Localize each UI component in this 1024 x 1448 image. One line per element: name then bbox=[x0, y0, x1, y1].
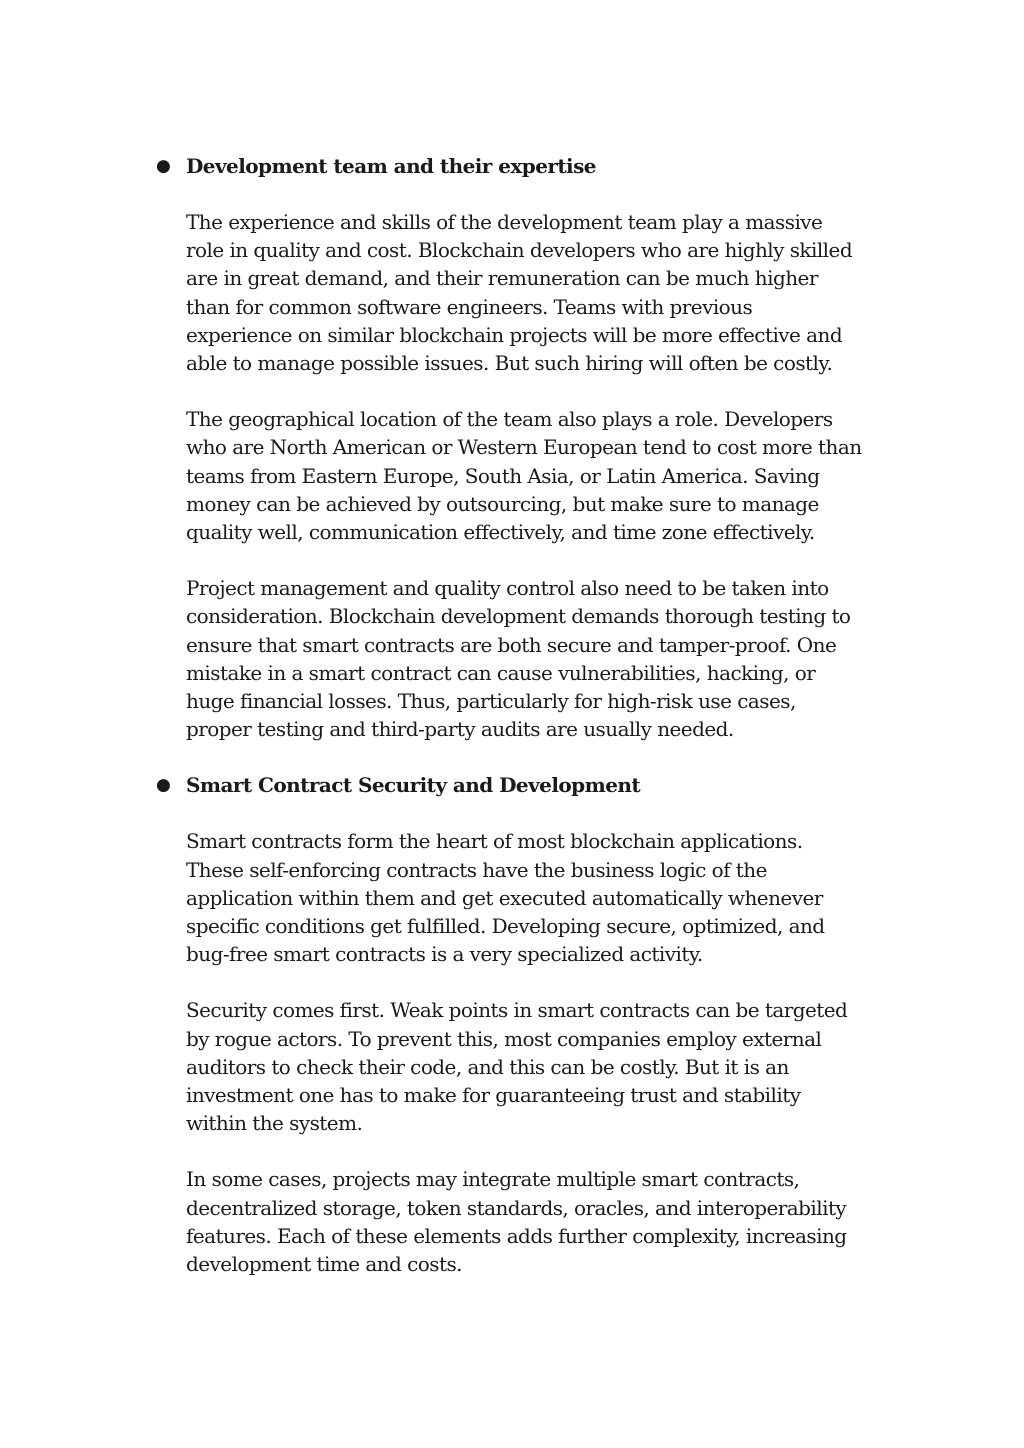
section-heading: Smart Contract Security and Development bbox=[186, 773, 641, 798]
paragraph: The experience and skills of the development team play a massive role in quality and cost. Blockchain developers who are highly skilled are in great demand, and their remuneration can be much higher than for common software engineers. Teams with previous experience on similar blockchain projects will be more effective and able to manage possible issues. But such hiring will often be costly. bbox=[186, 210, 853, 376]
section-smart-contract-security bbox=[156, 771, 916, 1278]
bullet-item bbox=[156, 771, 916, 799]
bullet-icon: ● bbox=[156, 775, 171, 796]
document-body bbox=[156, 152, 916, 1306]
paragraph: Security comes first. Weak points in smart contracts can be targeted by rogue actors. To prevent this, most companies employ external auditors to check their code, and this can be costly. But it is an investment one has to make for guaranteeing trust and stability within the system. bbox=[186, 998, 848, 1136]
bullet-item bbox=[156, 152, 916, 180]
paragraph: The geographical location of the team also plays a role. Developers who are North American or Western European tend to cost more than teams from Eastern Europe, South Asia, or Latin America. Saving money can be achieved by outsourcing, but make sure to manage quality well, communication effectively, and time zone effectively. bbox=[186, 407, 862, 545]
bullet-icon: ● bbox=[156, 156, 171, 176]
section-development-team bbox=[156, 152, 916, 743]
paragraph: Project management and quality control also need to be taken into consideration. Blockchain development demands thorough testing to ensure that smart contracts are both secure and tamper-proof. One mistake in a smart contract can cause vulnerabilities, hacking, or huge financial losses. Thus, particularly for high-risk use cases, proper testing and third-party audits are usually needed. bbox=[186, 576, 851, 742]
paragraph: In some cases, projects may integrate multiple smart contracts, decentralized storage, token standards, oracles, and interoperability features. Each of these elements adds further complexity, increasing development time and costs. bbox=[186, 1167, 847, 1277]
paragraph: Smart contracts form the heart of most blockchain applications. These self-enforcing contracts have the business logic of the application within them and get executed automatically whenever specific conditions get fulfilled. Developing secure, optimized, and bug-free smart contracts is a very specialized activity. bbox=[186, 829, 825, 967]
section-heading: Development team and their expertise bbox=[186, 154, 596, 178]
